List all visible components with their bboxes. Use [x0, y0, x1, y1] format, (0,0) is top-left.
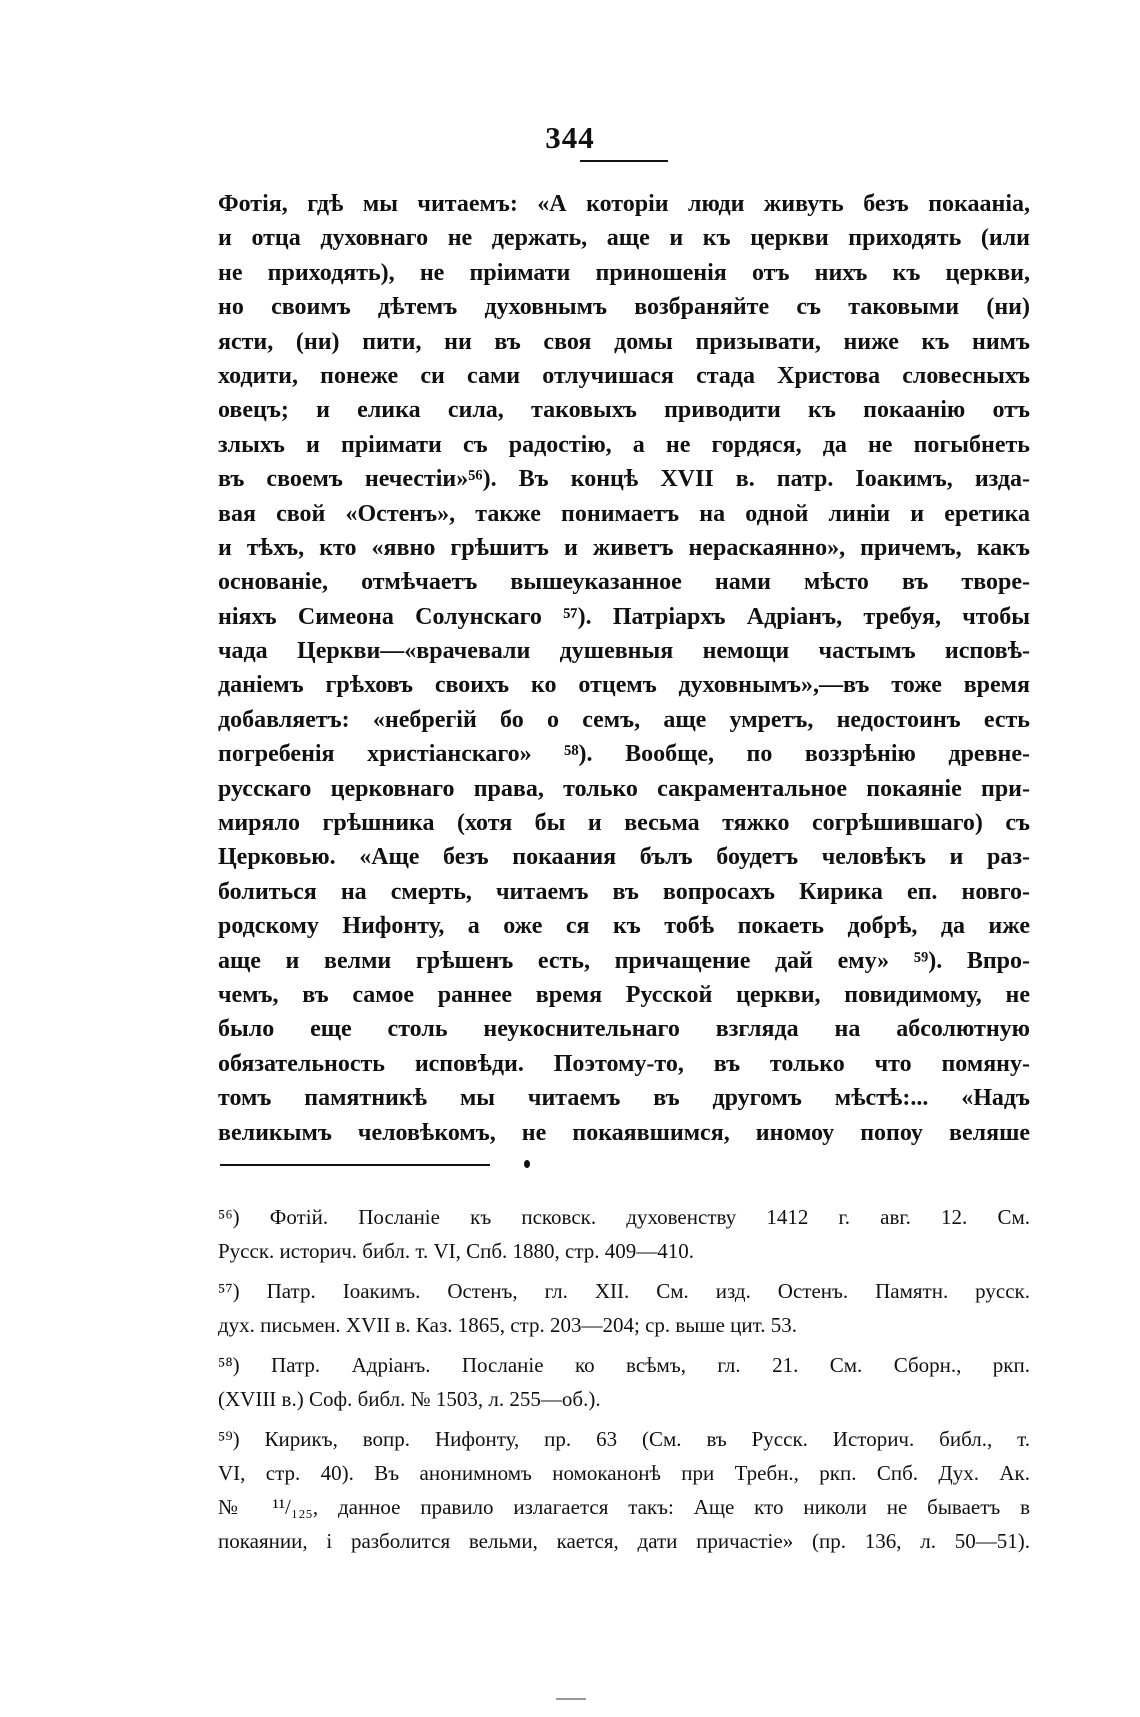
footnote-line: покаянии, і разболится вельми, кается, дати причастіе» (пр. 136, л. 50—51).	[218, 1529, 1030, 1553]
footnote-separator	[220, 1164, 490, 1166]
text-line: болиться на смерть, читаемъ въ вопросахъ Кирика еп. новго-	[218, 878, 1030, 905]
footnote-line: VI, стр. 40). Въ анонимномъ номоканонѣ при Требн., ркп. Спб. Дух. Ак.	[218, 1461, 1030, 1485]
text-line: Фотія, гдѣ мы читаемъ: «А которіи люди живуть безъ покааніа,	[218, 191, 1030, 217]
text-line: русскаго церковнаго права, только сакраментальное покаяніе при-	[218, 775, 1030, 802]
text-line: основаніе, отмѣчаетъ вышеуказанное нами мѣсто въ творе-	[218, 569, 1030, 596]
page-number: 344	[545, 120, 595, 155]
text-line: въ своемъ нечестіи»⁵⁶). Въ концѣ XVII в. патр. Іоакимъ, изда-	[218, 466, 1030, 493]
text-line: родскому Нифонту, а оже ся къ тобѣ покаеть добрѣ, да иже	[218, 913, 1030, 940]
text-line: вая свой «Остенъ», также понимаетъ на одной линіи и еретика	[218, 500, 1030, 527]
text-line: великымъ человѣкомъ, не покаявшимся, иномоу попоу веляше	[218, 1119, 1030, 1146]
text-line: миряло грѣшника (хотя бы и весьма тяжко согрѣшившаго) съ	[218, 810, 1030, 837]
footnote-line: ⁵⁷) Патр. Іоакимъ. Остенъ, гл. XII. См. изд. Остенъ. Памятн. русск.	[218, 1279, 1030, 1303]
separator-dot	[524, 1160, 530, 1168]
footnotes	[218, 1200, 1030, 1558]
footnote-line: дух. письмен. XVII в. Каз. 1865, стр. 203—204; ср. выше цит. 53.	[218, 1313, 797, 1337]
page-number-underline	[580, 160, 668, 162]
text-line: аще и велми грѣшенъ есть, причащение дай ему» ⁵⁹). Впро-	[218, 947, 1030, 974]
text-line: даніемъ грѣховъ своихъ ко отцемъ духовнымъ»,—въ тоже время	[218, 672, 1030, 699]
bottom-mark	[556, 1698, 586, 1700]
text-line: было еще столь неукоснительнаго взгляда на абсолютную	[218, 1016, 1030, 1043]
footnote-line: ⁵⁶) Фотій. Посланіе къ псковск. духовенству 1412 г. авг. 12. См.	[218, 1205, 1030, 1229]
text-line: чемъ, въ самое раннее время Русской церкви, повидимому, не	[218, 981, 1030, 1008]
footnote-line: ⁵⁸) Патр. Адріанъ. Посланіе ко всѣмъ, гл. 21. См. Сборн., ркп.	[218, 1353, 1030, 1377]
footnote-line: Русск. историч. библ. т. VI, Спб. 1880, стр. 409—410.	[218, 1239, 695, 1263]
text-line: Церковью. «Аще безъ покаания бълъ боудетъ человѣкъ и раз-	[218, 844, 1030, 871]
text-line: ясти, (ни) пити, ни въ своя домы призывати, ниже къ нимъ	[218, 328, 1030, 355]
text-line: ходити, понеже си сами отлучишася стада Христова словесныхъ	[218, 362, 1030, 389]
text-line: ніяхъ Симеона Солунскаго ⁵⁷). Патріархъ Адріанъ, требуя, чтобы	[218, 603, 1030, 630]
footnote-line: (XVIII в.) Соф. библ. № 1503, л. 255—об.).	[218, 1387, 601, 1411]
text-line: погребенія христіанскаго» ⁵⁸). Вообще, по воззрѣнію древне-	[218, 741, 1030, 768]
text-line: обязательность исповѣди. Поэтому-то, въ только что помяну-	[218, 1050, 1030, 1077]
text-line: овецъ; и елика сила, таковыхъ приводити къ покаанію отъ	[218, 397, 1030, 424]
text-line: но своимъ дѣтемъ духовнымъ возбраняйте съ таковыми (ни)	[218, 294, 1030, 321]
text-line: добавляетъ: «небрегій бо о семъ, аще умретъ, недостоинъ есть	[218, 706, 1030, 733]
footnote-line: ⁵⁹) Кирикъ, вопр. Нифонту, пр. 63 (См. въ Русск. Историч. библ., т.	[218, 1427, 1030, 1451]
text-line: чада Церкви—«врачевали душевныя немощи частымъ исповѣ-	[218, 638, 1030, 665]
text-line: и отца духовнаго не держать, аще и къ церкви приходять (или	[218, 225, 1030, 252]
text-line: и тѣхъ, кто «явно грѣшитъ и живетъ нераскаянно», причемъ, какъ	[218, 534, 1030, 561]
footnote-line: № ¹¹/₁₂₅, данное правило излагается такъ: Аще кто николи не бываетъ в	[218, 1495, 1030, 1519]
text-line: злыхъ и пріимати съ радостію, а не гордяся, да не погыбнеть	[218, 431, 1030, 458]
main-text	[218, 187, 1030, 1150]
text-line: не приходять), не пріимати приношенія отъ нихъ къ церкви,	[218, 259, 1030, 286]
text-line: томъ памятникѣ мы читаемъ въ другомъ мѣстѣ:... «Надъ	[218, 1085, 1030, 1112]
